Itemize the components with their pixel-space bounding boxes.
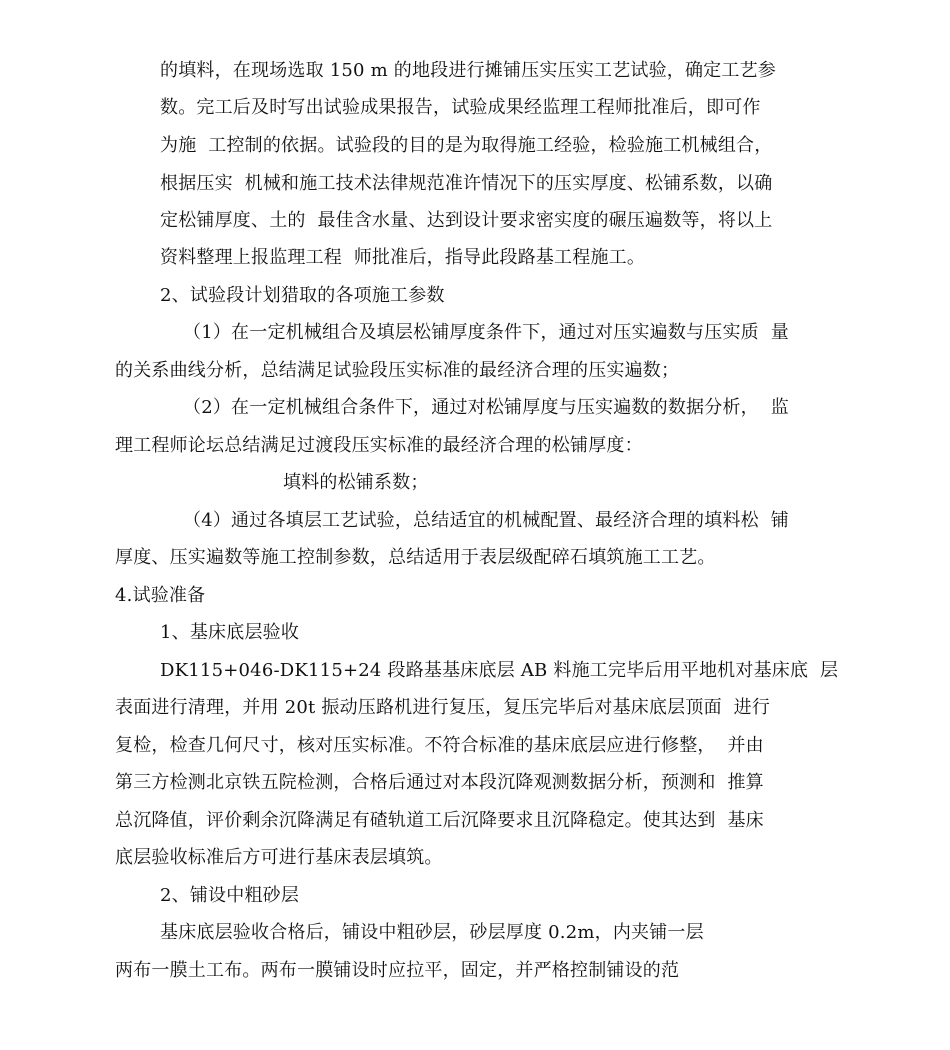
text-line: 两布一膜土工布。两布一膜铺设时应拉平，固定，并严格控制铺设的范 (115, 960, 680, 981)
text-line: 理工程师论坛总结满足过渡段压实标准的最经济合理的松铺厚度： (115, 435, 643, 456)
text-line: 为施 工控制的依据。试验段的目的是为取得施工经验，检验施工机械组合， (160, 135, 773, 156)
subsection-heading: 2、铺设中粗砂层 (160, 885, 300, 906)
text-line: 厚度、压实遍数等施工控制参数，总结适用于表层级配碎石填筑施工工艺。 (115, 547, 716, 568)
subsection-heading: 1、基床底层验收 (160, 622, 300, 643)
text-line: 基床底层验收合格后，铺设中粗砂层，砂层厚度 0.2m，内夹铺一层 (160, 922, 704, 943)
text-line: 表面进行清理，并用 20t 振动压路机进行复压，复压完毕后对基床底层顶面 进行 (115, 697, 771, 718)
section-heading: 2、试验段计划猎取的各项施工参数 (160, 285, 445, 306)
text-line: 的关系曲线分析，总结满足试验段压实标准的最经济合理的压实遍数； (115, 360, 680, 381)
text-line: 底层验收标准后方可进行基床表层填筑。 (115, 847, 443, 868)
text-line: 复检，检查几何尺寸，核对压实标准。不符合标准的基床底层应进行修整， 并由 (115, 735, 764, 756)
text-line: （1）在一定机械组合及填层松铺厚度条件下，通过对压实遍数与压实质 量 (183, 322, 789, 343)
text-line: 数。完工后及时写出试验成果报告，试验成果经监理工程师批准后，即可作 (160, 97, 761, 118)
text-line: （2）在一定机械组合条件下，通过对松铺厚度与压实遍数的数据分析， 监 (183, 397, 789, 418)
text-line: 定松铺厚度、土的 最佳含水量、达到设计要求密实度的碾压遍数等，将以上 (160, 210, 773, 231)
text-line: 根据压实 机械和施工技术法律规范准许情况下的压实厚度、松铺系数，以确 (160, 173, 773, 194)
text-line: 资料整理上报监理工程 师批准后，指导此段路基工程施工。 (160, 247, 646, 268)
section-heading: 4.试验准备 (115, 585, 206, 606)
text-line: 第三方检测北京铁五院检测，合格后通过对本段沉降观测数据分析，预测和 推算 (115, 772, 764, 793)
text-line: DK115+046-DK115+24 段路基基床底层 AB 料施工完毕后用平地机对基床底 层 (160, 660, 839, 681)
text-line: 总沉降值，评价剩余沉降满足有碴轨道工后沉降要求且沉降稳定。使其达到 基床 (115, 810, 764, 831)
text-line: 的填料，在现场选取 150 m 的地段进行摊铺压实压实工艺试验，确定工艺参 (160, 60, 776, 81)
text-line: （4）通过各填层工艺试验，总结适宜的机械配置、最经济合理的填料松 铺 (183, 510, 789, 531)
text-line: 填料的松铺系数； (283, 472, 429, 493)
